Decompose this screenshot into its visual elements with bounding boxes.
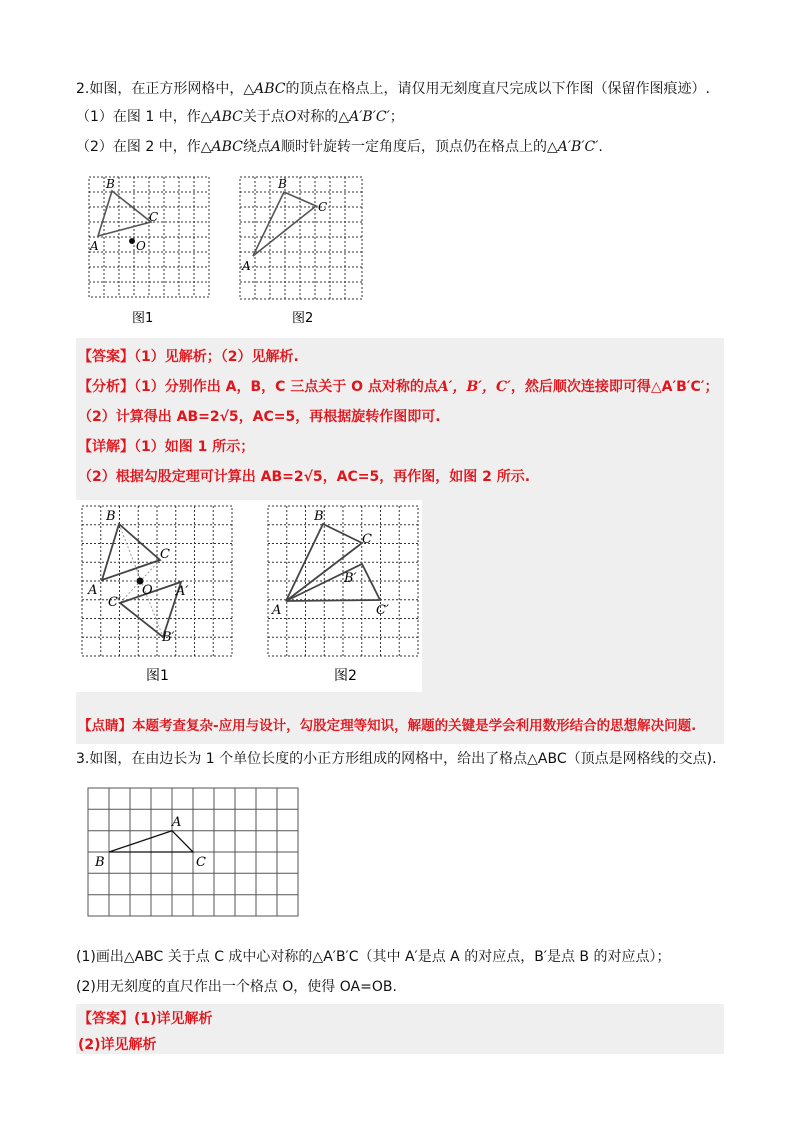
svg-text:A: A	[242, 259, 251, 273]
svg-text:B: B	[95, 855, 105, 870]
q3-stem: 3.如图，在由边长为 1 个单位长度的小正方形组成的网格中，给出了格点△ABC（顶点是网格线的交点).	[76, 751, 717, 767]
label-O: O	[136, 239, 146, 253]
svg-text:C′: C′	[108, 595, 121, 610]
svg-text:B′: B′	[162, 630, 175, 645]
q2-figure-2	[236, 174, 368, 330]
svg-text:C: C	[318, 200, 328, 214]
svg-text:图1: 图1	[146, 668, 169, 684]
svg-text:O: O	[142, 583, 153, 598]
svg-text:图2: 图2	[334, 668, 357, 684]
svg-text:C: C	[362, 532, 372, 547]
solution-figure-2	[264, 502, 422, 690]
q2-analysis-2: （2）计算得出 AB=2√5，AC=5，再根据旋转作图即可.	[78, 409, 441, 425]
fig2-caption: 图2	[292, 311, 314, 326]
q2-figure-1	[88, 174, 218, 330]
q3-figure	[80, 786, 308, 922]
q2-detail-1: 【详解】（1）如图 1 所示；	[78, 439, 255, 455]
svg-text:C: C	[196, 855, 206, 870]
svg-text:B′: B′	[344, 571, 357, 586]
svg-text:B: B	[278, 177, 287, 191]
q2-sub1: （1）在图 1 中，作△ABC关于点O对称的△A′B′C′；	[76, 109, 404, 125]
q2-sub2: （2）在图 2 中，作△ABC绕点A顺时针旋转一定角度后，顶点仍在格点上的△A′B′C′.	[76, 139, 603, 155]
q3-answer-1: 【答案】(1)详见解析	[78, 1011, 213, 1027]
q2-analysis-1: 【分析】（1）分别作出 A，B，C 三点关于 O 点对称的点A′，B′，C′，然后顺次连接即可得△A′B′C′；	[78, 379, 719, 395]
svg-text:A: A	[272, 603, 282, 618]
label-B: B	[106, 177, 115, 191]
q2-stem: 2.如图，在正方形网格中，△ABC的顶点在格点上，请仅用无刻度直尺完成以下作图（保留作图痕迹）.	[76, 81, 710, 97]
svg-text:A: A	[172, 815, 182, 830]
solution-figure-1	[78, 502, 238, 690]
svg-text:A′: A′	[176, 584, 189, 599]
svg-text:B: B	[314, 509, 324, 524]
svg-text:A: A	[88, 583, 98, 598]
q3-sub1: (1)画出△ABC 关于点 C 成中心对称的△A′B′C（其中 A′是点 A 的对应点，B′是点 B 的对应点）；	[76, 949, 671, 965]
svg-text:C: C	[160, 547, 170, 562]
q3-answer-2: (2)详见解析	[78, 1037, 157, 1053]
q2-answer: 【答案】（1）见解析；（2）见解析.	[78, 349, 299, 365]
label-A: A	[90, 239, 99, 253]
svg-text:C′: C′	[376, 603, 389, 618]
fig1-caption: 图1	[132, 311, 154, 326]
q2-detail-2: （2）根据勾股定理可计算出 AB=2√5，AC=5，再作图，如图 2 所示.	[78, 469, 531, 485]
q3-sub2: (2)用无刻度的直尺作出一个格点 O，使得 OA=OB.	[76, 979, 397, 995]
svg-text:B: B	[106, 509, 116, 524]
q2-comment: 【点睛】本题考查复杂-应用与设计，勾股定理等知识，解题的关键是学会利用数形结合的思想解决问题.	[78, 718, 697, 734]
label-C: C	[149, 210, 159, 224]
